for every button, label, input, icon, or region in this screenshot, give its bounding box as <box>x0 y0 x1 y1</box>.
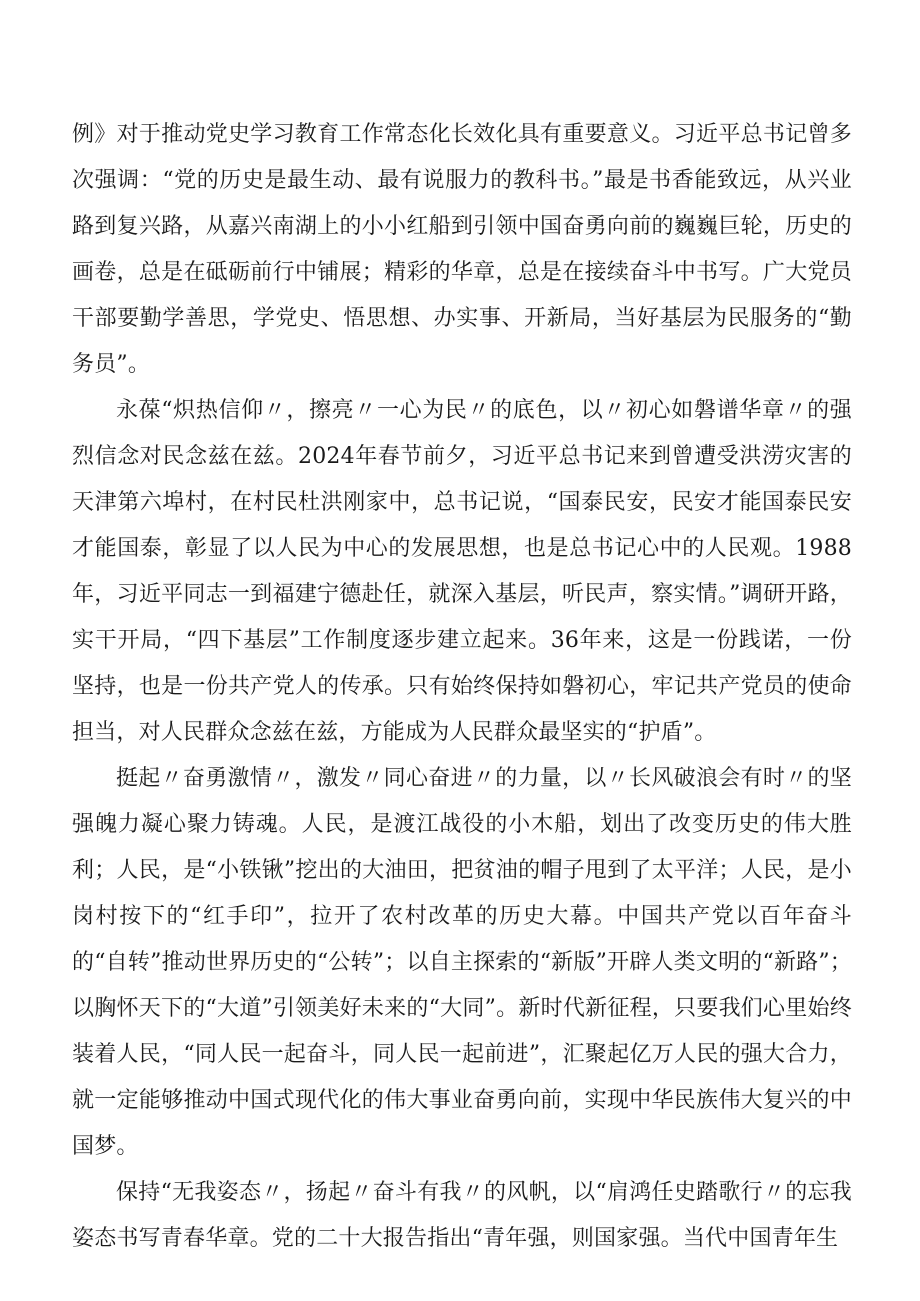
paragraph-3: 挺起〃奋勇激情〃，激发〃同心奋进〃的力量，以〃长风破浪会有时〃的坚强魄力凝心聚力铸魂。人民，是渡江战役的小木船，划出了改变历史的伟大胜利；人民，是“小铁锹”挖出的大油田，把贫油的帽子甩到了太平洋；人民，是小岗村按下的“红手印”，拉开了农村改革的历史大幕。中国共产党以百年奋斗的“自转”推动世界历史的“公转”；以自主探索的“新版”开辟人类文明的“新路”；以胸怀天下的“大道”引领美好未来的“大同”。新时代新征程，只要我们心里始终装着人民，“同人民一起奋斗，同人民一起前进”，汇聚起亿万人民的强大合力，就一定能够推动中国式现代化的伟大事业奋勇向前，实现中华民族伟大复兴的中国梦。 <box>72 766 852 1159</box>
paragraph-2: 永葆“炽热信仰〃，擦亮〃一心为民〃的底色，以〃初心如磐谱华章〃的强烈信念对民念兹在兹。2024年春节前夕，习近平总书记来到曾遭受洪涝灾害的天津第六埠村，在村民杜洪刚家中，总书记说，“国泰民安，民安才能国泰民安才能国泰，彰显了以人民为中心的发展思想，也是总书记心中的人民观。1988年，习近平同志一到福建宁德赴任，就深入基层，听民声，察实情。”调研开路，实干开局，“四下基层”工作制度逐步建立起来。36年来，这是一份践诺，一份坚持，也是一份共产党人的传承。只有始终保持如磐初心，牢记共产党员的使命担当，对人民群众念兹在兹，方能成为人民群众最坚实的“护盾”。 <box>72 398 852 745</box>
document-body <box>72 112 852 1262</box>
paragraph-4: 保持“无我姿态〃，扬起〃奋斗有我〃的风帆，以“肩鸿任史踏歌行〃的忘我姿态书写青春华章。党的二十大报告指出“青年强，则国家强。当代中国青年生 <box>72 1180 852 1251</box>
paragraph-1: 例》对于推动党史学习教育工作常态化长效化具有重要意义。习近平总书记曾多次强调：“党的历史是最生动、最有说服力的教科书。”最是书香能致远，从兴业路到复兴路，从嘉兴南湖上的小小红船到引领中国奋勇向前的巍巍巨轮，历史的画卷，总是在砥砺前行中铺展；精彩的华章，总是在接续奋斗中书写。广大党员干部要勤学善思，学党史、悟思想、办实事、开新局，当好基层为民服务的“勤务员”。 <box>72 122 852 377</box>
